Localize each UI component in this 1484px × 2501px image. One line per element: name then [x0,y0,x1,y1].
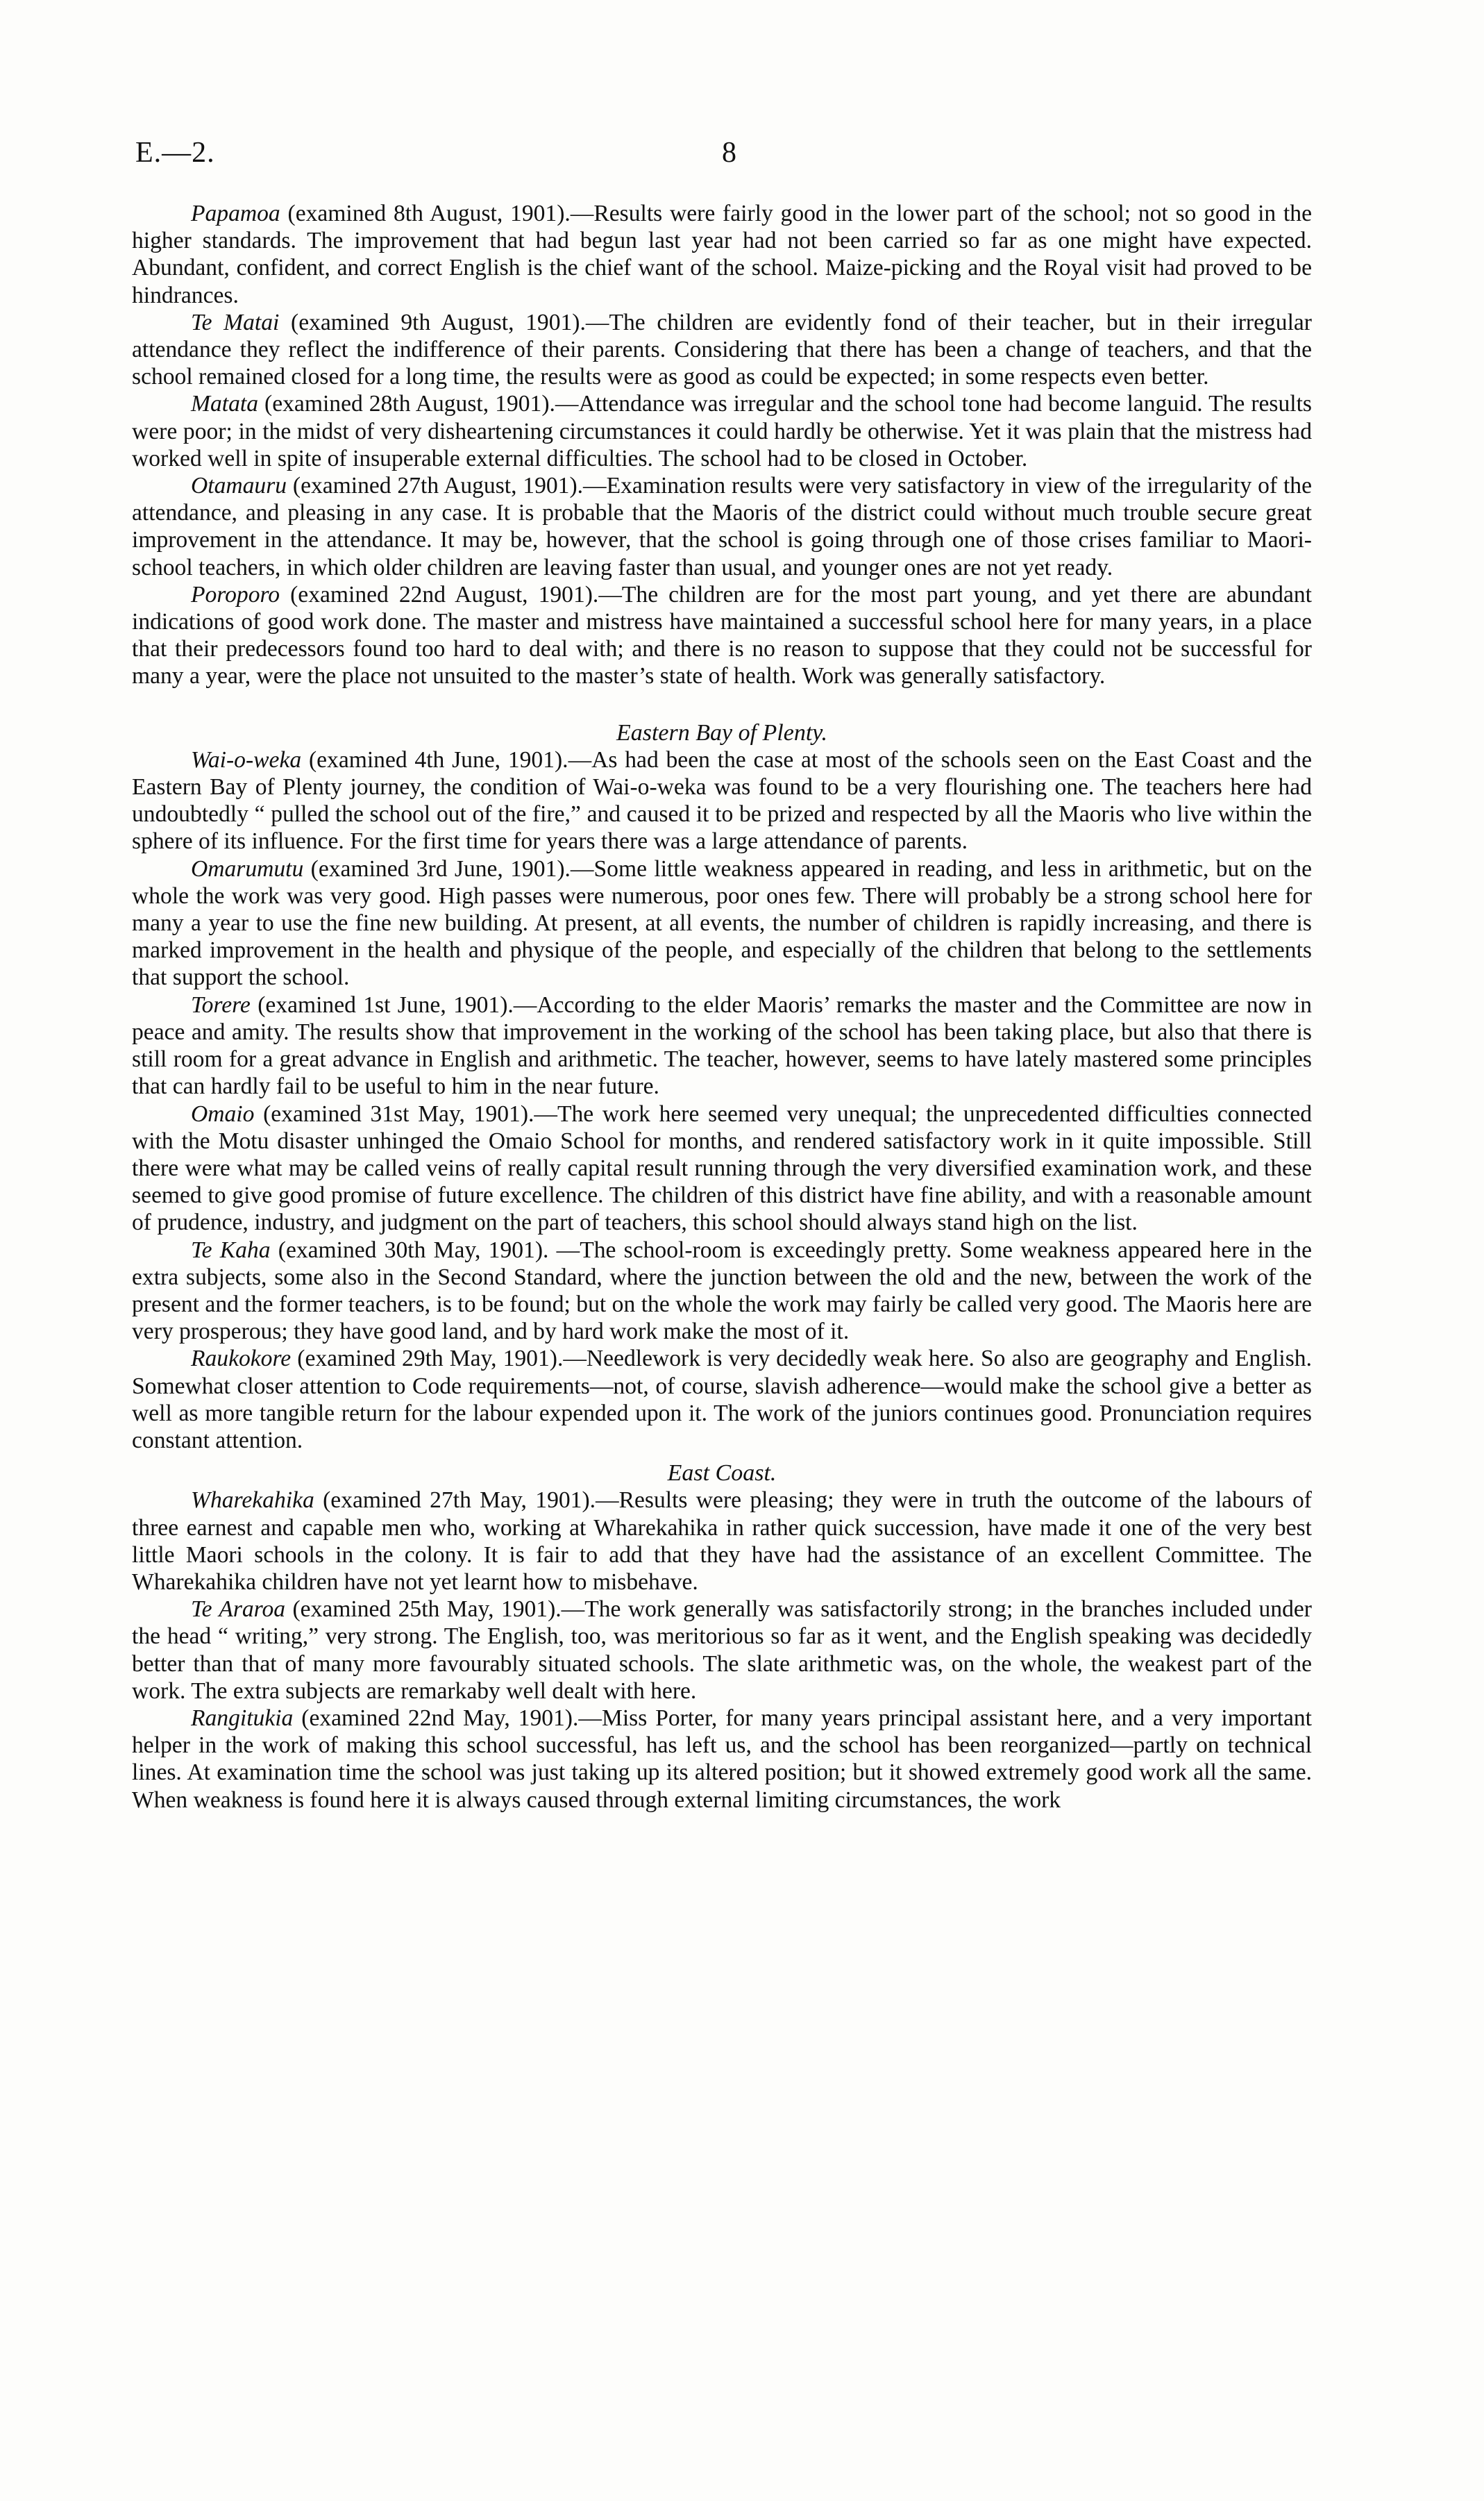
report-text: (examined 27th May, 1901).—Results were pleasing; they were in truth the outcome of the labours of three earnest and capable men who, working at Wharekahika in rather quick succession, have made it one of the very best little Maori schools in the colony. It is fair to add that they have had the assistance of an excellent Committee. The Wharekahika children have not yet learnt how to misbehave. [132,1487,1312,1595]
school-report-paragraph [132,472,1312,581]
report-text: (examined 3rd June, 1901).—Some little weakness appeared in reading, and less in arithmetic, but on the whole the work was very good. High passes were numerous, poor ones few. There will probably be a strong school here for many a year to use the fine new building. At present, at all events, the number of children is rapidly increasing, and there is marked improvement in the health and physique of the people, and especially of the children that belong to the settlements that support the school. [132,855,1312,991]
school-name: Raukokore [191,1346,292,1372]
school-name: Omaio [191,1101,255,1127]
school-report-paragraph [132,855,1312,992]
school-name: Poroporo [191,581,280,608]
school-report-paragraph [132,200,1312,309]
school-report-paragraph [132,1101,1312,1237]
page-number: 8 [722,137,736,169]
report-text: (examined 28th August, 1901).—Attendance was irregular and the school tone had become languid. The results were poor; in the midst of very disheartening circumstances it could hardly be otherwise. Yet it was plain that the mistress had worked well in spite of insuperable external difficulties. The school had to be closed in October. [132,391,1312,471]
school-report-paragraph [132,1237,1312,1346]
page-header [0,136,1484,178]
school-report-paragraph [132,390,1312,472]
section-east-coast [132,1487,1312,1813]
section-eastern-bay-of-plenty [132,746,1312,1454]
report-text: (examined 22nd May, 1901).—Miss Porter, for many years principal assistant here, and a very important helper in the work of making this school successful, has left us, and the school has been reorganized—partly on technical lines. At examination time the school was just taking up its altered position; but it showed extremely good work all the same. When weakness is found here it is always caused through external limiting circumstances, the work [132,1705,1312,1813]
report-text: (examined 30th May, 1901). —The school-room is exceedingly pretty. Some weakness appeared here in the extra subjects, some also in the Second Standard, where the junction between the old and the new, between the work of the present and the former teachers, is to be found; but on the whole the work may fairly be called very good. The Maoris here are very prosperous; they have good land, and by hard work make the most of it. [132,1237,1313,1345]
report-text: (examined 1st June, 1901).—According to the elder Maoris’ remarks the master and the Committee are now in peace and amity. The results show that improvement in the working of the school has been taking place, but also that there is still room for a great advance in English and arithmetic. The teacher, however, seems to have lately mastered some principles that can hardly fail to be useful to him in the near future. [132,992,1312,1100]
school-report-paragraph [132,1345,1312,1454]
school-name: Matata [191,391,258,417]
section-heading-east-coast: East Coast. [667,1460,777,1487]
report-text: (examined 9th August, 1901).—The children are evidently fond of their teacher, but in their irregular attendance they reflect the indifference of their parents. Considering that there has been a change of teachers, and that the school remained closed for a long time, the results were as good as could be expected; in some respects even better. [132,309,1312,390]
section-heading-eastern-bay-of-plenty: Eastern Bay of Plenty. [616,719,828,746]
school-report-paragraph [132,1705,1312,1814]
school-report-paragraph [132,992,1312,1101]
school-name: Te Kaha [191,1237,271,1263]
report-text: (examined 22nd August, 1901).—The children are for the most part young, and yet there are abundant indications of good work done. The master and mistress have maintained a successful school here for many years, in a place that their predecessors found too hard to deal with; and there is no reason to suppose that they could not be successful for many a year, were the place not unsuited to the master’s state of health. Work was generally satisfactory. [132,581,1312,689]
school-name: Rangitukia [191,1705,294,1731]
school-name: Te Matai [191,309,280,335]
school-name: Papamoa [191,201,280,226]
report-text: (examined 4th June, 1901).—As had been the case at most of the schools seen on the East Coast and the Eastern Bay of Plenty journey, the condition of Wai-o-weka was found to be a very flourishing one. The teachers here had undoubtedly “ pulled the school out of the fire,” and caused it to be prized and respected by all the Maoris who live within the sphere of its influence. For the first time for years there was a large attendance of parents. [132,746,1312,855]
report-text: (examined 25th May, 1901).—The work generally was satisfactorily strong; in the branches included under the head “ writing,” very strong. The English, too, was meritorious so far as it went, and the English speaking was decidedly better than that of many more favourably situated schools. The slate arithmetic was, on the whole, the weakest part of the work. The extra subjects are remarkaby well dealt with here. [132,1596,1312,1704]
report-text: (examined 29th May, 1901).—Needlework is very decidedly weak here. So also are geography and English. Somewhat closer attention to Code requirements—not, of course, slavish adherence—would make the school give a better as well as more tangible return for the labour expended upon it. The work of the juniors continues good. Pronunciation requires constant attention. [132,1346,1312,1453]
school-report-paragraph [132,309,1312,391]
school-report-paragraph [132,1596,1312,1705]
school-name: Wai-o-weka [191,746,302,773]
report-text: (examined 31st May, 1901).—The work here seemed very unequal; the unprecedented difficulties connected with the Motu disaster unhinged the Omaio School for months, and rendered satisfactory work in it quite impossible. Still there were what may be called veins of really capital result running through the very diversified examination work, and these seemed to give good promise of future excellence. The children of this district have fine ability, and with a reasonable amount of prudence, industry, and judgment on the part of teachers, this school should always stand high on the list. [132,1101,1312,1236]
school-report-paragraph [132,581,1312,690]
report-text: (examined 27th August, 1901).—Examination results were very satisfactory in view of the irregularity of the attendance, and pleasing in any case. It is probable that the Maoris of the district could without much trouble secure great improvement in the attendance. It may be, however, that the school is going through one of those crises familiar to Maori-school teachers, in which older children are leaving faster than usual, and younger ones are not yet ready. [132,473,1312,580]
section-bay-of-plenty-continued [132,200,1312,690]
document-code: E.—2. [135,137,215,169]
school-name: Otamauru [191,473,287,499]
school-name: Te Araroa [191,1596,286,1623]
school-report-paragraph [132,1487,1312,1596]
school-report-paragraph [132,746,1312,855]
school-name: Wharekahika [191,1487,314,1514]
school-name: Torere [191,992,251,1018]
school-name: Omarumutu [191,855,304,882]
report-text: (examined 8th August, 1901).—Results were fairly good in the lower part of the school; not so good in the higher standards. The improvement that had begun last year had not been carried so far as one might have expected. Abundant, confident, and correct English is the chief want of the school. Maize-picking and the Royal visit had proved to be hindrances. [132,201,1312,308]
document-body [132,200,1312,1814]
